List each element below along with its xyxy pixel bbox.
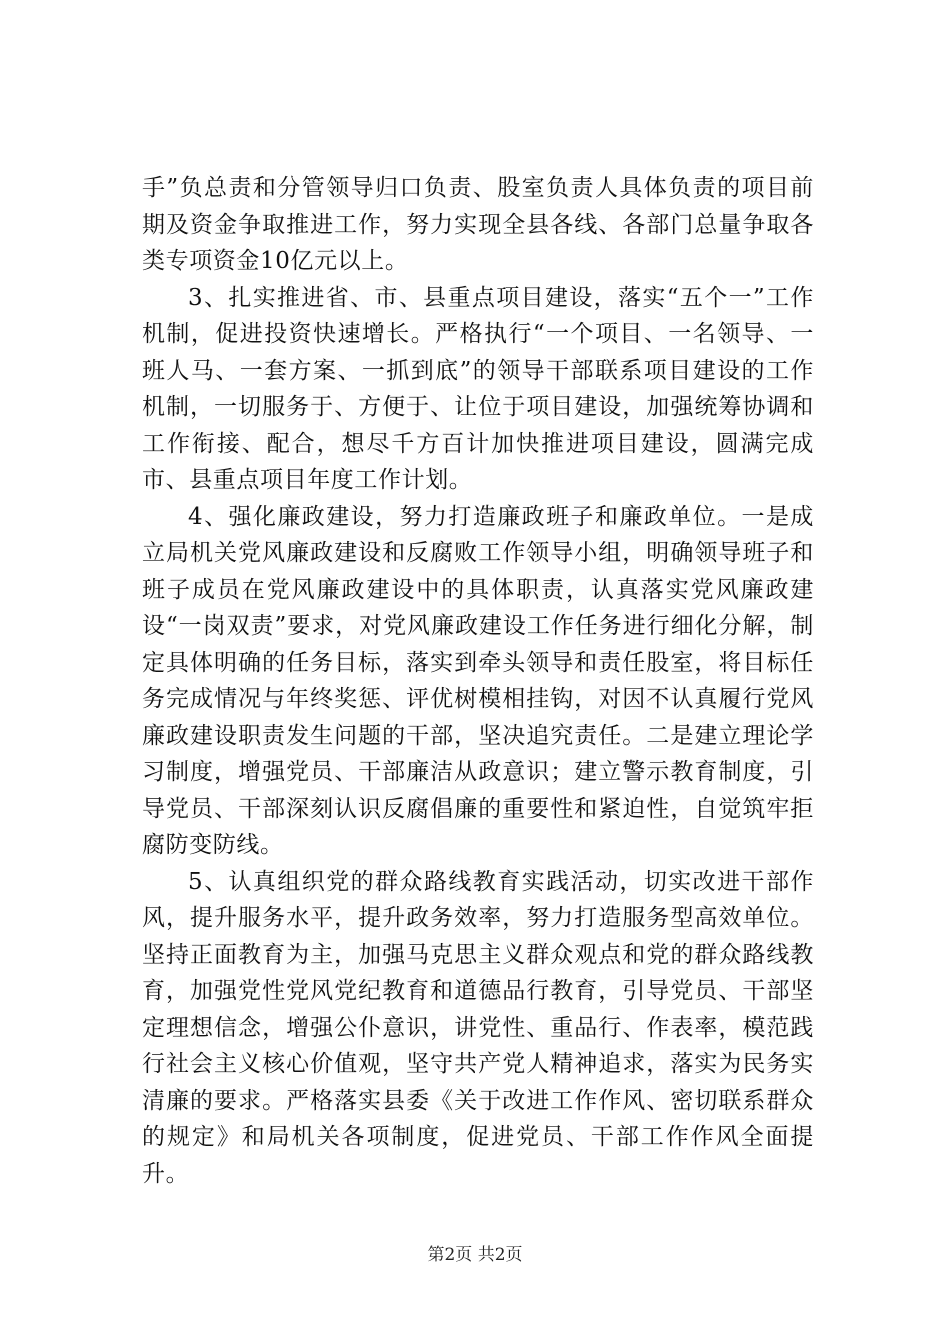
paragraph-item-5: 5、认真组织党的群众路线教育实践活动，切实改进干部作风，提升服务水平，提升政务效率，努力打造服务型高效单位。坚持正面教育为主，加强马克思主义群众观点和党的群众路线教育，加强党性党风党纪教育和道德品行教育，引导党员、干部坚定理想信念，增强公仆意识，讲党性、重品行、作表率，模范践行社会主义核心价值观，坚守共产党人精神追求，落实为民务实清廉的要求。严格落实县委《关于改进工作作风、密切联系群众的规定》和局机关各项制度，促进党员、干部工作作风全面提升。 bbox=[142, 868, 814, 1187]
document-body bbox=[142, 170, 814, 1192]
page-number-footer: 第2页 共2页 bbox=[427, 1245, 523, 1265]
paragraph-continuation: 手”负总责和分管领导归口负责、股室负责人具体负责的项目前期及资金争取推进工作，努力实现全县各线、各部门总量争取各类专项资金10亿元以上。 bbox=[142, 175, 814, 274]
paragraph-item-3: 3、扎实推进省、市、县重点项目建设，落实“五个一”工作机制，促进投资快速增长。严格执行“一个项目、一名领导、一班人马、一套方案、一抓到底”的领导干部联系项目建设的工作机制，一切服务于、方便于、让位于项目建设，加强统筹协调和工作衔接、配合，想尽千方百计加快推进项目建设，圆满完成市、县重点项目年度工作计划。 bbox=[142, 284, 814, 493]
paragraph-item-4: 4、强化廉政建设，努力打造廉政班子和廉政单位。一是成立局机关党风廉政建设和反腐败工作领导小组，明确领导班子和班子成员在党风廉政建设中的具体职责，认真落实党风廉政建设“一岗双责”要求，对党风廉政建设工作任务进行细化分解，制定具体明确的任务目标，落实到牵头领导和责任股室，将目标任务完成情况与年终奖惩、评优树模相挂钩，对因不认真履行党风廉政建设职责发生问题的干部，坚决追究责任。二是建立理论学习制度，增强党员、干部廉洁从政意识；建立警示教育制度，引导党员、干部深刻认识反腐倡廉的重要性和紧迫性，自觉筑牢拒腐防变防线。 bbox=[142, 503, 814, 858]
